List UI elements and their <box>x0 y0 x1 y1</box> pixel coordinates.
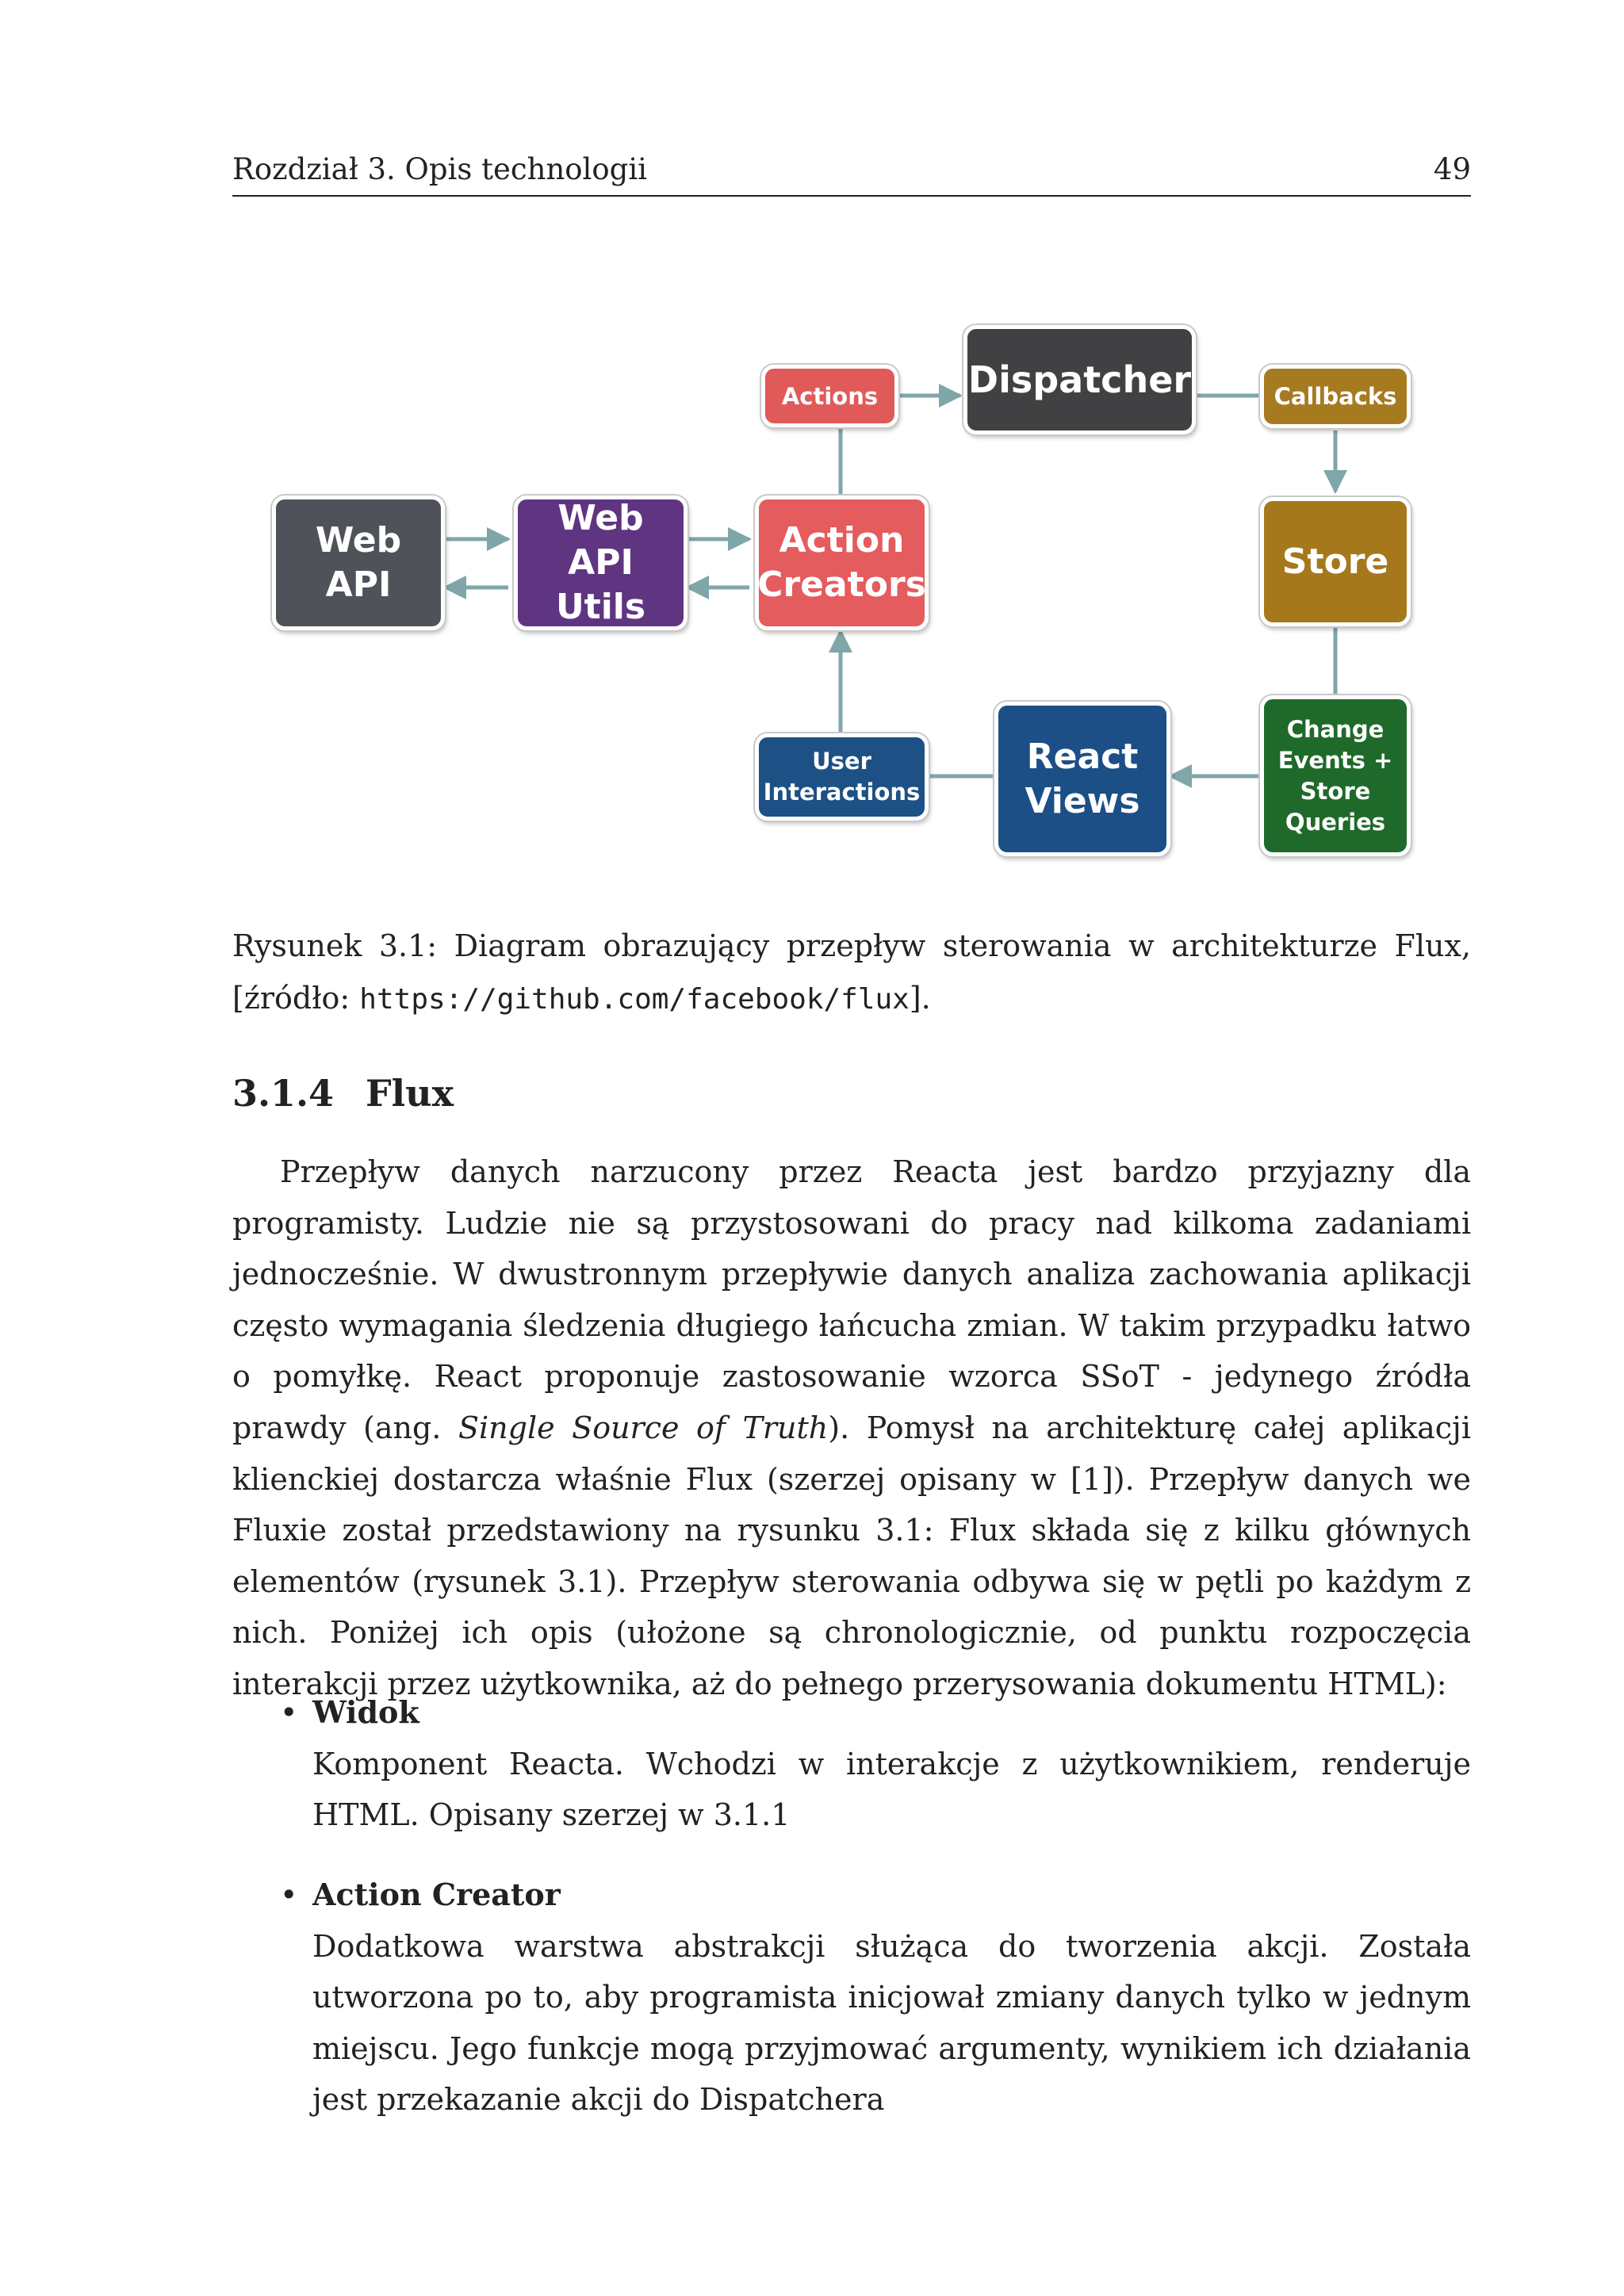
callbacks-node: Callbacks <box>1260 365 1411 428</box>
component-list <box>232 1869 1471 2126</box>
italic-term: Single Source of Truth <box>458 1410 829 1445</box>
action-creators-node: Action Creators <box>755 496 929 630</box>
actions-node: Actions <box>761 365 898 427</box>
caption-url: https://github.com/facebook/flux <box>359 983 910 1016</box>
body-paragraph: Przepływ danych narzucony przez Reacta jest bardzo przyjazny dla programisty. Ludzie nie są przystosowani do pracy nad kilkoma zadaniami jednocześnie. W dwustronnym przepływie danych analiza zachowania aplikacji często wymagania śledzenia długiego łańcucha zmian. W takim przypadku łatwo o pomyłkę. React proponuje zastosowanie wzorca SSoT - jedynego źródła prawdy (ang. Single Source of Truth). Pomysł na architekturę całej aplikacji klienckiej dostarcza właśnie Flux (szerzej opisany w [1]). Przepływ danych we Fluxie został przedstawiony na rysunku 3.1: Flux składa się z kilku głównych elementów (rysunek 3.1). Przepływ sterowania odbywa się w pętli po każdym z nich. Poniżej ich opis (ułożone są chronologicznie, od punktu rozpoczęcia interakcji przez użytkownika, aż do pełnego przerysowania dokumentu HTML): <box>232 1154 1471 1701</box>
store-node: Store <box>1260 497 1411 626</box>
component-list <box>232 1687 1471 1841</box>
web-api-utils-node: Web API Utils <box>514 496 688 630</box>
section-heading <box>232 1072 454 1115</box>
running-head-chapter: Rozdział 3. Opis technologii <box>232 152 648 186</box>
page-header <box>232 151 1471 197</box>
list-item-desc: Komponent Reacta. Wchodzi w interakcje z użytkownikiem, renderuje HTML. Opisany szerzej w 3.1.1 <box>312 1746 1471 1833</box>
section-title: Flux <box>366 1072 454 1115</box>
page-number: 49 <box>1433 152 1471 186</box>
web-api-node: Web API <box>272 496 445 630</box>
list-item <box>232 1869 1471 2126</box>
change-events-node: Change Events + Store Queries <box>1260 695 1411 856</box>
list-item <box>232 1687 1471 1841</box>
flux-diagram <box>232 301 1469 880</box>
list-item-title: Action Creator <box>312 1877 561 1912</box>
dispatcher-node: Dispatcher <box>963 325 1196 434</box>
section-number: 3.1.4 <box>232 1072 335 1115</box>
bullet: • <box>280 1695 298 1730</box>
user-interactions-node: User Interactions <box>755 733 929 821</box>
list-item-desc: Dodatkowa warstwa abstrakcji służąca do tworzenia akcji. Została utworzona po to, aby programista inicjował zmiany danych tylko w jednym miejscu. Jego funkcje mogą przyjmować argumenty, wynikiem ich działania jest przekazanie akcji do Dispatchera <box>312 1928 1471 2118</box>
bullet: • <box>280 1877 298 1912</box>
figure-caption: Rysunek 3.1: Diagram obrazujący przepływ sterowania w architekturze Flux, [źródło: https://github.com/facebook/flux]. <box>232 928 1471 1016</box>
react-views-node: React Views <box>994 702 1170 856</box>
list-item-title: Widok <box>312 1694 419 1730</box>
